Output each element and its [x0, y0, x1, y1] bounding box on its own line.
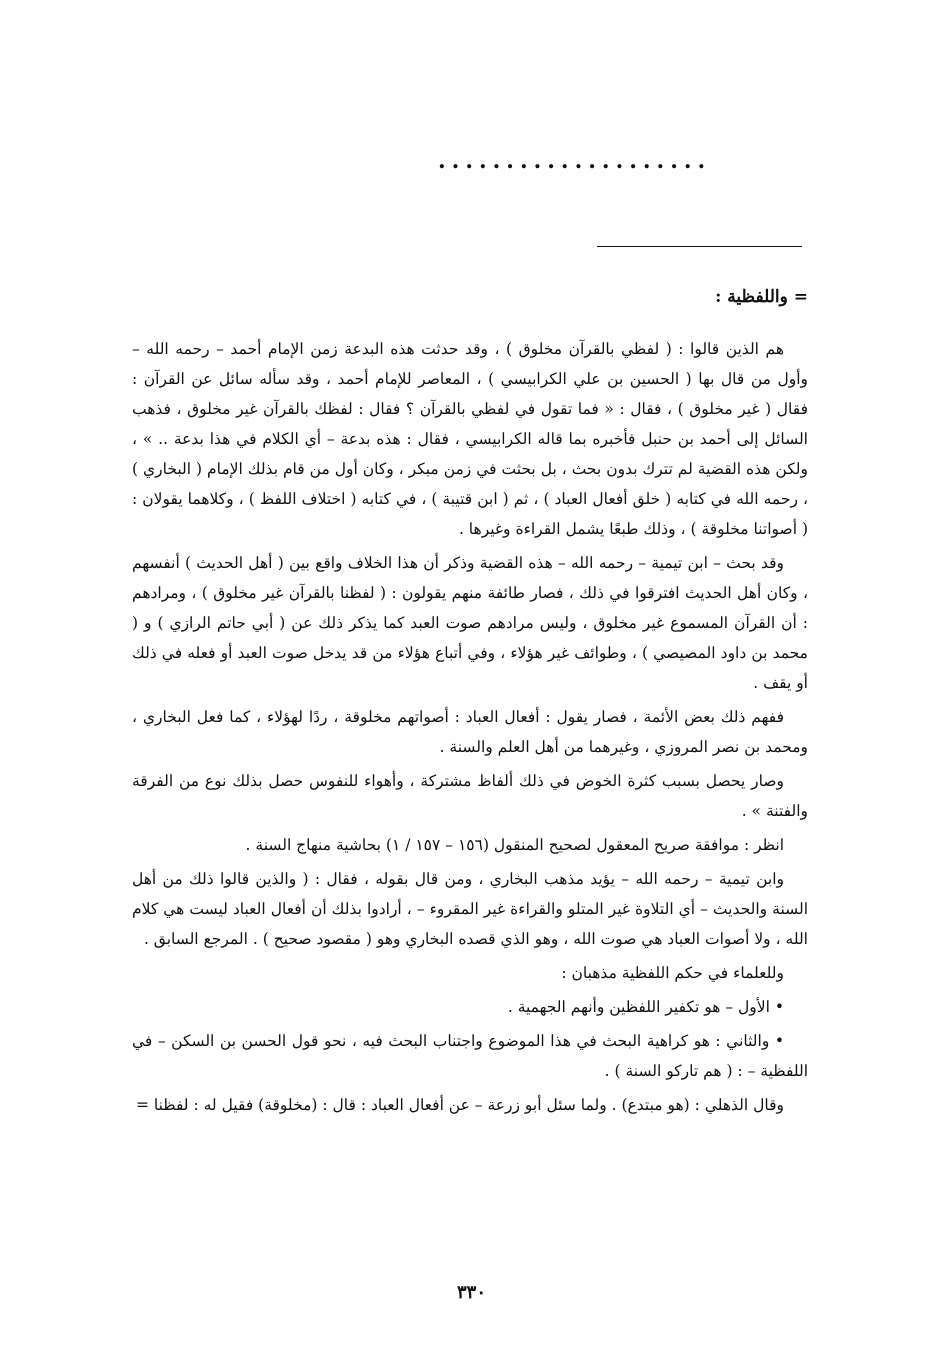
paragraph: وصار يحصل بسبب كثرة الخوض في ذلك ألفاظ مشتركة ، وأهواء للنفوس حصل بذلك نوع من الفرقة والفتنة » .	[132, 772, 808, 820]
footnote-separator	[597, 246, 802, 247]
bullet-item: • الأول – هو تكفير اللفظين وأنهم الجهمية .	[132, 992, 808, 1022]
reference-note: انظر : موافقة صريح المعقول لصحيح المنقول (١٥٦ – ١٥٧ / ١) بحاشية منهاج السنة .	[245, 836, 784, 854]
paragraph: هم الذين قالوا : ( لفظي بالقرآن مخلوق ) ، وقد حدثت هذه البدعة زمن الإمام أحمد – رحمه الله – وأول من قال بها ( الحسين بن علي الكرابيسي ) ، المعاصر للإمام أحمد ، وقد سأله سائل عن القرآن : فقال ( غير مخلوق ) ، فقال : « فما تقول في لفظي بالقرآن ؟ فقال : لفظك بالقرآن غير مخلوق ، فذهب السائل إلى أحمد بن حنبل فأخبره بما قاله الكرابيسي ، فقال : هذه بدعة – أي الكلام في هذا بدعة .. » ، ولكن هذه القضية لم تترك بدون بحث ، بل بحثت في زمن مبكر ، وكان أول من قام بذلك الإمام ( البخاري ) ، رحمه الله في كتابه ( خلق أفعال العباد ) ، ثم ( ابن قتيبة ) ، في كتابه ( اختلاف اللفظ ) ، وكلاهما يقولان : ( أصواتنا مخلوقة ) ، وذلك طبعًا يشمل القراءة وغيرها .	[132, 340, 808, 538]
bullet-item: • والثاني : هو كراهية البحث في هذا الموضوع واجتناب البحث فيه ، نحو قول الحسن بن السكن – في اللفظية – : ( هم تاركو السنة ) .	[132, 1026, 808, 1086]
ornamental-dots: ....................	[438, 148, 712, 174]
page-number: ٣٣٠	[456, 1282, 486, 1303]
paragraph: ففهم ذلك بعض الأئمة ، فصار يقول : أفعال العباد : أصواتهم مخلوقة ، ردًا لهؤلاء ، كما فعل البخاري ، ومحمد بن نصر المروزي ، وغيرهما من أهل العلم والسنة .	[132, 708, 808, 756]
footnote-content	[132, 282, 808, 1124]
continuation-line: وقال الذهلي : (هو مبتدع) . ولما سئل أبو زرعة – عن أفعال العباد : قال : (مخلوقة) فقيل له : لفظنا =	[135, 1096, 784, 1114]
paragraph: وقد بحث – ابن تيمية – رحمه الله – هذه القضية وذكر أن هذا الخلاف واقع بين ( أهل الحديث ) أنفسهم ، وكان أهل الحديث افترقوا في ذلك ، فصار طائفة منهم يقولون : ( لفظنا بالقرآن غير مخلوق ) ، ومرادهم : أن القرآن المسموع غير مخلوق ، وليس مرادهم صوت العبد كما يذكر ذلك عن ( أبي حاتم الرازي ) و ( محمد بن داود المصيصي ) ، وطوائف غير هؤلاء ، وفي أتباع هؤلاء من قد يدخل صوت العبد أو فعله في ذلك أو يقف .	[132, 554, 808, 692]
paragraph: وابن تيمية – رحمه الله – يؤيد مذهب البخاري ، ومن قال بقوله ، فقال : ( والذين قالوا ذلك من أهل السنة والحديث – أي التلاوة غير المتلو والقراءة غير المقروء – ، أرادوا بذلك أن أفعال العباد ليست هي كلام الله ، ولا أصوات العباد هي صوت الله ، وهو الذي قصده البخاري وهو ( مقصود صحيح ) . المرجع السابق .	[132, 870, 808, 948]
paragraph: وللعلماء في حكم اللفظية مذهبان :	[561, 964, 784, 982]
section-heading: = واللفظية :	[715, 287, 808, 307]
